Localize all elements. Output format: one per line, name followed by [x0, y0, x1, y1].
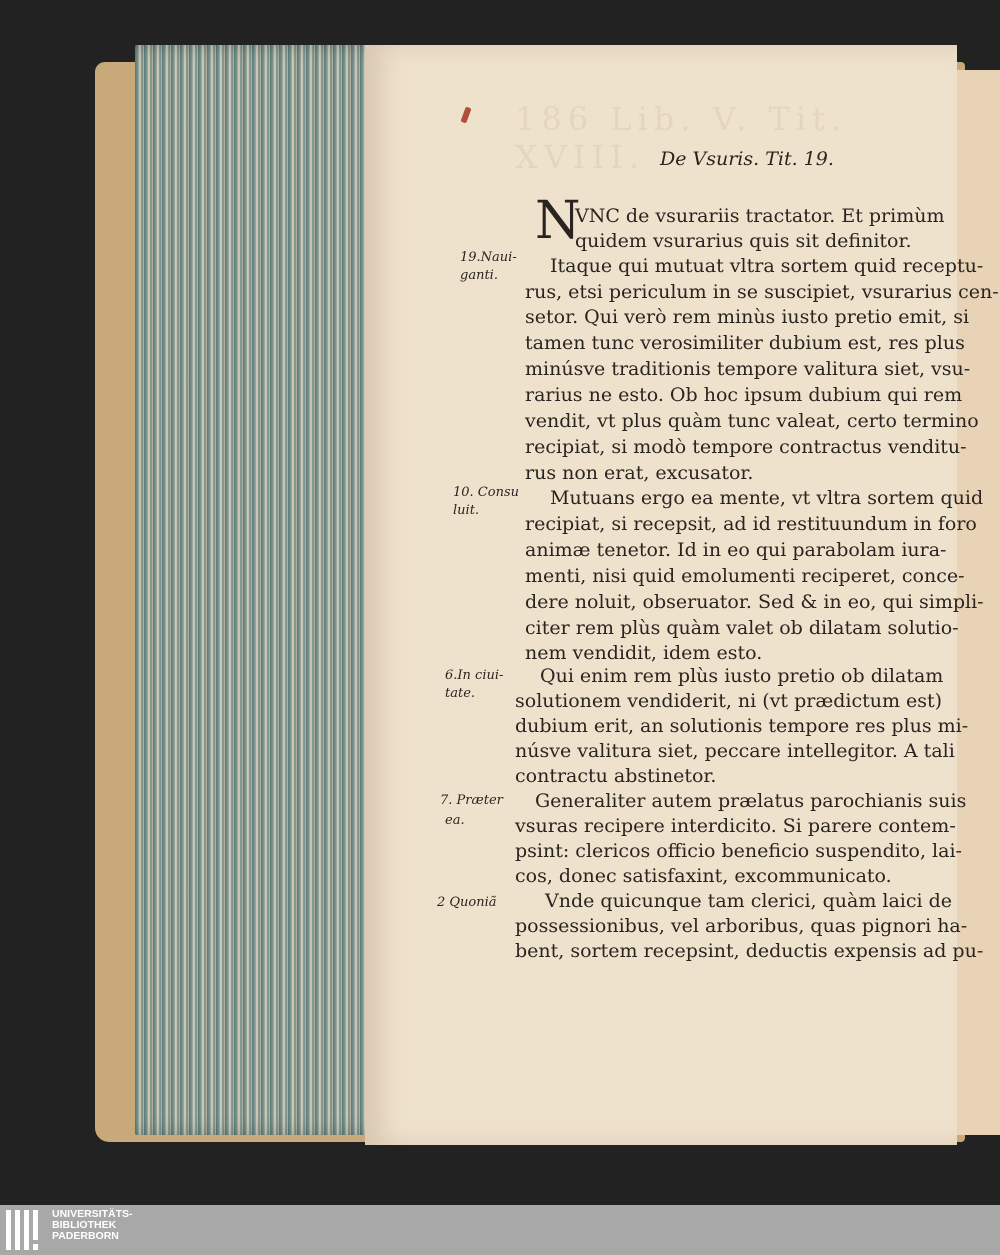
ink-mark	[460, 106, 471, 123]
text-line: vendit, vt plus quàm tunc valeat, certo termino	[525, 410, 979, 432]
text-line: psint: clericos officio beneficio suspendito, lai-	[515, 840, 962, 862]
text-line: Qui enim rem plùs iusto pretio ob dilatam	[540, 665, 944, 687]
text-line: dere noluit, obseruator. Sed & in eo, qui simpli-	[525, 591, 984, 613]
logo-line: UNIVERSITÄTS-	[52, 1208, 133, 1220]
text-line: VNC de vsurariis tractator. Et primùm	[575, 205, 945, 227]
logo-line: BIBLIOTHEK	[52, 1219, 117, 1231]
text-line: animæ tenetor. Id in eo qui parabolam iura-	[525, 539, 947, 561]
text-line: vsuras recipere interdicito. Si parere contem-	[515, 815, 956, 837]
text-line: Itaque qui mutuat vltra sortem quid receptu-	[550, 255, 984, 277]
margin-note: ea.	[445, 813, 465, 828]
text-line: setor. Qui verò rem minùs iusto pretio emit, si	[525, 306, 970, 328]
text-line: Mutuans ergo ea mente, vt vltra sortem quid	[550, 487, 984, 509]
library-logo-icon	[6, 1210, 46, 1250]
text-line: rus non erat, excusator.	[525, 462, 754, 484]
footer-bar	[0, 1205, 1000, 1255]
text-line: possessionibus, vel arboribus, quas pignori ha-	[515, 915, 968, 937]
drop-capital: N	[535, 191, 581, 251]
text-line: rarius ne esto. Ob hoc ipsum dubium qui rem	[525, 384, 963, 406]
margin-note: 6.In ciui-	[445, 668, 504, 683]
text-line: recipiat, si modò tempore contractus venditu-	[525, 436, 967, 458]
text-line: menti, nisi quid emolumenti reciperet, conce-	[525, 565, 965, 587]
margin-note: tate.	[445, 686, 476, 701]
text-line: Vnde quicunque tam clerici, quàm laici de	[545, 890, 953, 912]
text-line: solutionem vendiderit, ni (vt prædictum est)	[515, 690, 943, 712]
text-line: quidem vsurarius quis sit definitor.	[575, 230, 912, 252]
text-line: núsve valitura siet, peccare intellegitor. A tali	[515, 740, 955, 762]
bleed-through-text: 186 Lib. V. Tit. XVIII.	[515, 100, 848, 176]
margin-note: 10. Consu	[453, 485, 519, 500]
text-line: minúsve traditionis tempore valitura siet, vsu-	[525, 358, 971, 380]
logo-line: PADERBORN	[52, 1230, 119, 1242]
text-line: Generaliter autem prælatus parochianis suis	[535, 790, 967, 812]
page-edges	[135, 45, 400, 1135]
page-header: De Vsuris. Tit. 19.	[660, 148, 834, 170]
library-logo-text	[52, 1209, 133, 1242]
text-line: nem vendidit, idem esto.	[525, 642, 763, 664]
text-line: cos, donec satisfaxint, excommunicato.	[515, 865, 892, 887]
margin-note: 19.Naui-	[460, 250, 517, 265]
text-line: bent, sortem recepsint, deductis expensis ad pu-	[515, 940, 984, 962]
margin-note: 7. Præter	[440, 793, 503, 808]
text-line: rus, etsi periculum in se suscipiet, vsurarius cen-	[525, 281, 999, 303]
book-page	[365, 45, 999, 1145]
text-line: contractu abstinetor.	[515, 765, 717, 787]
margin-note: ganti.	[460, 268, 498, 283]
text-line: recipiat, si recepsit, ad id restituundum in foro	[525, 513, 977, 535]
text-line: dubium erit, an solutionis tempore res plus mi-	[515, 715, 969, 737]
text-line: citer rem plùs quàm valet ob dilatam solutio-	[525, 617, 959, 639]
margin-note: 2 Quoniã	[437, 895, 497, 910]
margin-note: luit.	[453, 503, 480, 518]
text-line: tamen tunc verosimiliter dubium est, res plus	[525, 332, 965, 354]
